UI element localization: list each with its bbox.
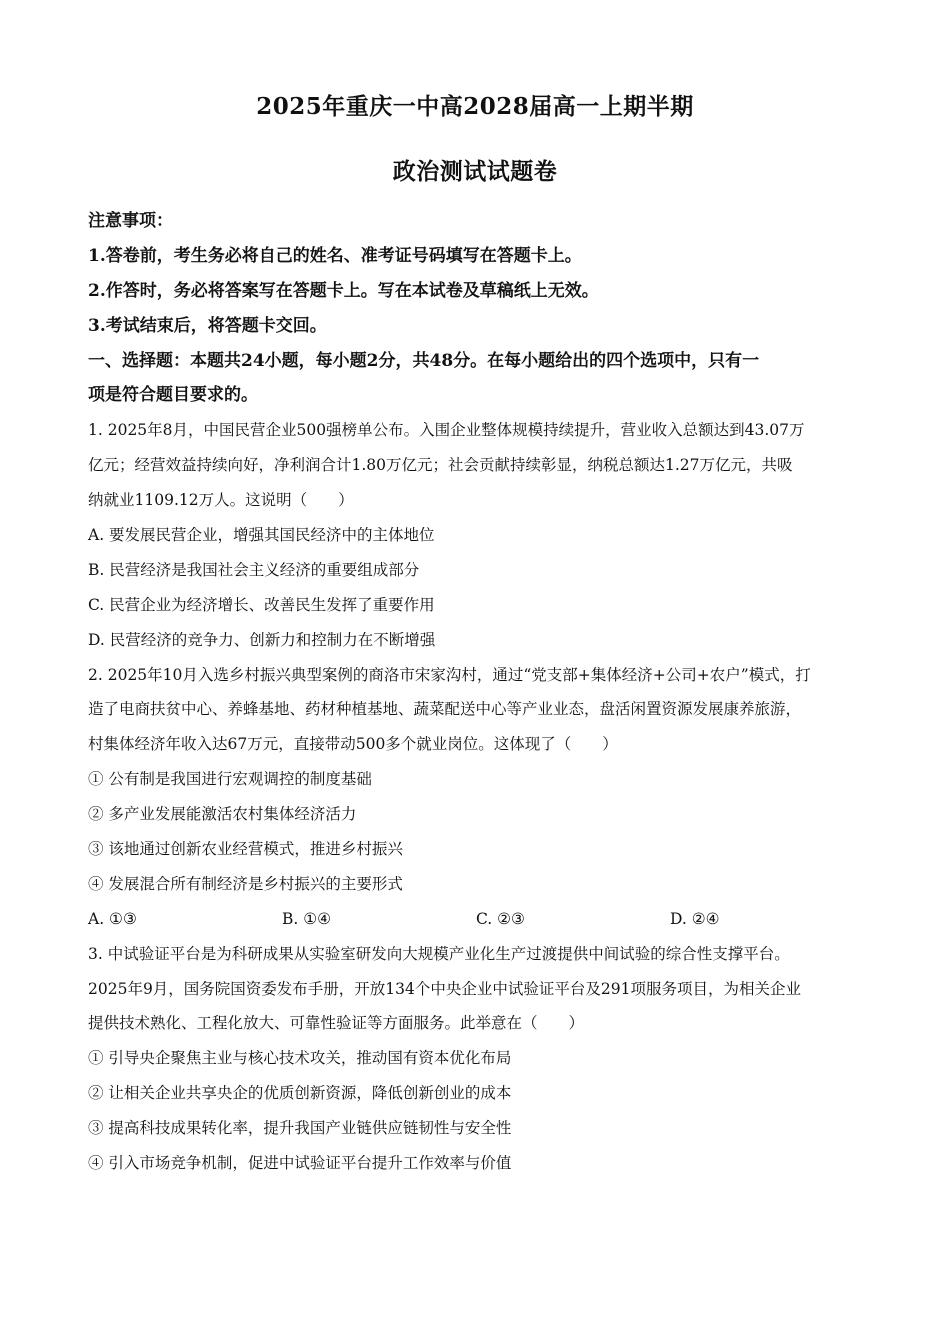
exam-content bbox=[88, 204, 868, 1181]
option-a: A. 要发展民营企业，增强其国民经济中的主体地位 bbox=[88, 526, 435, 545]
choice-d: D. ②④ bbox=[670, 909, 720, 928]
statement-2: ② 多产业发展能激活农村集体经济活力 bbox=[88, 805, 357, 824]
exam-subtitle: 政治测试试题卷 bbox=[392, 158, 558, 185]
question-stem: 纳就业1109.12万人。这说明（ ） bbox=[88, 491, 354, 510]
statement-1: ① 公有制是我国进行宏观调控的制度基础 bbox=[88, 770, 372, 789]
option-b: B. 民营经济是我国社会主义经济的重要组成部分 bbox=[88, 560, 420, 579]
notice-item: 3.考试结束后，将答题卡交回。 bbox=[88, 315, 327, 336]
statement-4: ④ 发展混合所有制经济是乡村振兴的主要形式 bbox=[88, 874, 403, 893]
notice-heading: 注意事项： bbox=[88, 211, 173, 231]
question-stem: 3. 中试验证平台是为科研成果从实验室研发向大规模产业化生产过渡提供中间试验的综合性支撑平台。 bbox=[88, 944, 790, 963]
question-stem: 2025年9月，国务院国资委发布手册，开放134个中央企业中试验证平台及291项服务项目，为相关企业 bbox=[88, 979, 801, 998]
notice-item: 1.答卷前，考生务必将自己的姓名、准考证号码填写在答题卡上。 bbox=[88, 245, 582, 266]
question-stem: 村集体经济年收入达67万元，直接带动500多个就业岗位。这体现了（ ） bbox=[88, 735, 618, 754]
choice-b: B. ①④ bbox=[282, 909, 332, 928]
question-stem: 提供技术熟化、工程化放大、可靠性验证等方面服务。此举意在（ ） bbox=[88, 1014, 585, 1033]
question-1 bbox=[88, 413, 868, 657]
question-stem: 造了电商扶贫中心、养蜂基地、药材种植基地、蔬菜配送中心等产业业态，盘活闲置资源发展康养旅游， bbox=[88, 700, 802, 719]
section-heading-cont: 项是符合题目要求的。 bbox=[88, 385, 258, 406]
question-stem: 亿元；经营效益持续向好，净利润合计1.80万亿元；社会贡献持续彰显，纳税总额达1.27万亿元，共吸 bbox=[88, 456, 793, 475]
option-c: C. 民营企业为经济增长、改善民生发挥了重要作用 bbox=[88, 595, 435, 614]
notice-item: 2.作答时，务必将答案写在答题卡上。写在本试卷及草稿纸上无效。 bbox=[88, 280, 599, 301]
section-heading: 一、选择题：本题共24小题，每小题2分，共48分。在每小题给出的四个选项中，只有一 bbox=[88, 350, 760, 371]
choice-row bbox=[88, 902, 868, 937]
choice-c: C. ②③ bbox=[476, 909, 525, 928]
statement-2: ② 让相关企业共享央企的优质创新资源，降低创新创业的成本 bbox=[88, 1084, 512, 1103]
statement-3: ③ 提高科技成果转化率，提升我国产业链供应链韧性与安全性 bbox=[88, 1119, 512, 1138]
statement-3: ③ 该地通过创新农业经营模式，推进乡村振兴 bbox=[88, 840, 403, 859]
exam-title: 2025年重庆一中高2028届高一上期半期 bbox=[256, 93, 694, 120]
choice-a: A. ①③ bbox=[88, 909, 137, 928]
question-stem: 2. 2025年10月入选乡村振兴典型案例的商洛市宋家沟村，通过“党支部+集体经济+公司+农户”模式，打 bbox=[88, 665, 811, 684]
question-stem: 1. 2025年8月，中国民营企业500强榜单公布。入围企业整体规模持续提升，营业收入总额达到43.07万 bbox=[88, 421, 805, 440]
option-d: D. 民营经济的竞争力、创新力和控制力在不断增强 bbox=[88, 630, 436, 649]
question-2 bbox=[88, 658, 868, 937]
statement-4: ④ 引入市场竞争机制，促进中试验证平台提升工作效率与价值 bbox=[88, 1154, 512, 1173]
statement-1: ① 引导央企聚焦主业与核心技术攻关，推动国有资本优化布局 bbox=[88, 1049, 512, 1068]
question-3 bbox=[88, 937, 868, 1181]
